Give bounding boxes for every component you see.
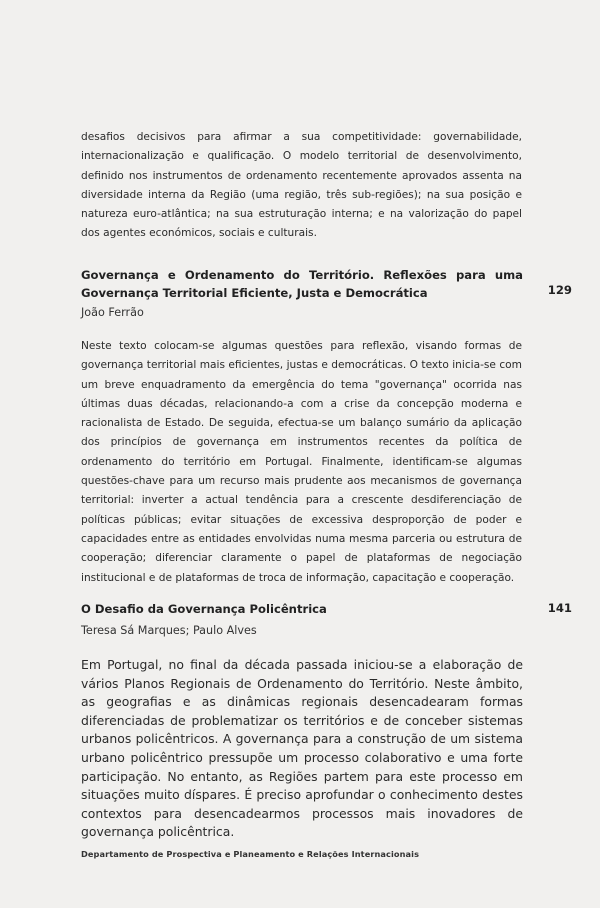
entry-2-author: Teresa Sá Marques; Paulo Alves: [81, 624, 257, 637]
entry-1-abstract: Neste texto colocam-se algumas questões para reflexão, visando formas de governança territorial mais eficientes, justas e democráticas. O texto inicia-se com um breve enquadramento da emergência do tema "governança" ocorrida nas últimas duas décadas, relacionando-a com a crise da concepção moderna e racionalista de Estado. De seguida, efectua-se um balanço sumário da aplicação dos princípios de governança em instrumentos recentes da política de ordenamento do território em Portugal. Finalmente, identificam-se algumas questões-chave para um recurso mais prudente aos mecanismos de governança territorial: inverter a actual tendência para a crescente desdiferenciação de políticas públicas; evitar situações de excessiva desproporção de poder e capacidades entre as entidades envolvidas numa mesma parceria ou estrutura de cooperação; diferenciar claramente o papel de plataformas de negociação institucional e de plataformas de troca de informação, capacitação e cooperação.: [81, 340, 522, 584]
intro-paragraph: desafios decisivos para afirmar a sua competitividade: governabilidade, internacionalização e qualificação. O modelo territorial de desenvolvimento, definido nos instrumentos de ordenamento recentemente aprovados assenta na diversidade interna da Região (uma região, três sub-regiões); na sua posição e natureza euro-atlântica; na sua estruturação interna; e na valorização do papel dos agentes económicos, sociais e culturais.: [81, 131, 522, 240]
entry-2-title: O Desafio da Governança Policêntrica: [81, 602, 327, 616]
entry-2-page-number: 141: [547, 601, 572, 615]
entry-1-author: João Ferrão: [81, 306, 144, 319]
entry-1-page-number: 129: [547, 283, 572, 297]
entry-2-abstract: Em Portugal, no final da década passada iniciou-se a elaboração de vários Planos Regionais de Ordenamento do Território. Neste âmbito, as geografias e as dinâmicas regionais desencadearam formas diferenciadas de problematizar os territórios e de conceber sistemas urbanos policêntricos. A governança para a construção de um sistema urbano policêntrico pressupõe um processo colaborativo e uma forte participação. No entanto, as Regiões partem para este processo em situações muito díspares. É preciso aprofundar o conhecimento destes contextos para desencadearmos processos mais inovadores de governança policêntrica.: [81, 657, 523, 840]
page-footer: Departamento de Prospectiva e Planeamento e Relações Internacionais: [81, 849, 420, 859]
entry-1-title: Governança e Ordenamento do Território. Reflexões para uma Governança Territorial Eficiente, Justa e Democrática: [81, 268, 523, 300]
